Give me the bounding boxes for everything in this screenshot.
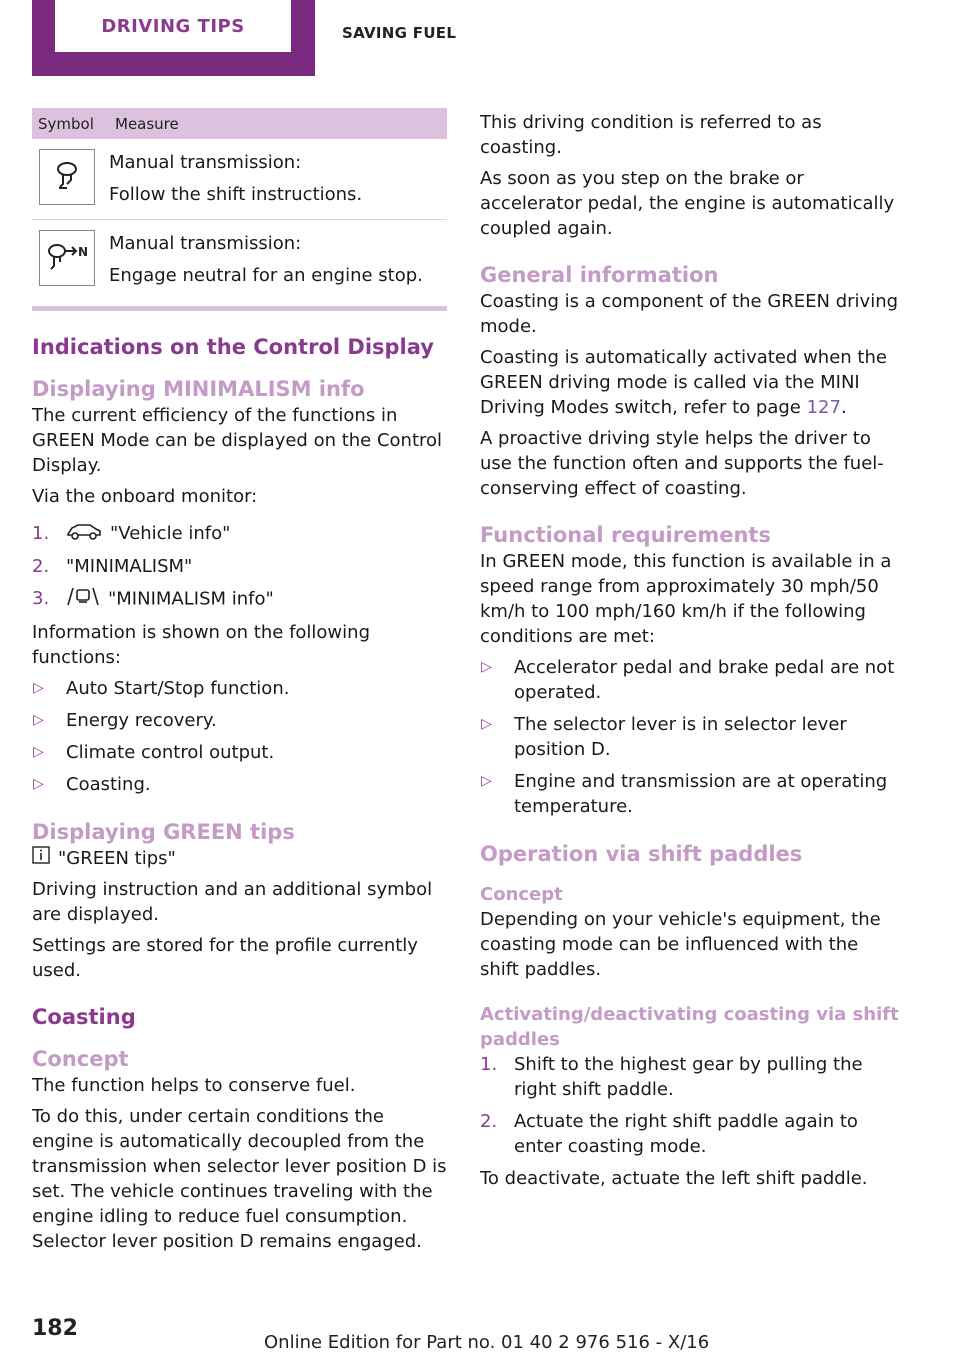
- conditions-list: [480, 655, 900, 819]
- paragraph: This driving condition is referred to as coasting.: [480, 112, 822, 158]
- section-label: SAVING FUEL: [342, 24, 457, 42]
- paragraph: Driving instruction and an additional symbol are displayed.: [32, 879, 433, 925]
- heading-coasting: Coasting: [32, 1005, 136, 1029]
- page-header: [0, 0, 960, 80]
- heading-general-info: General information: [480, 263, 719, 287]
- list-item: 2. Actuate the right shift paddle again to enter coasting mode.: [480, 1111, 858, 1157]
- row-line-1: Manual transmission:: [109, 233, 302, 254]
- chapter-tab-label: DRIVING TIPS: [55, 0, 291, 52]
- paragraph: [32, 846, 447, 872]
- step-text: "MINIMALISM": [66, 555, 193, 577]
- paragraph: Via the onboard monitor:: [32, 486, 258, 507]
- step-number: 2.: [32, 555, 50, 577]
- list-item: ▷ Climate control output.: [33, 741, 275, 763]
- col-symbol-header: Symbol: [32, 108, 109, 139]
- steps-list: [32, 521, 447, 613]
- paragraph: In GREEN mode, this function is available in a speed range from approximately 30 mph/50 km/h to 100 mph/160 km/h if the following conditions are met:: [480, 551, 892, 647]
- svg-text:N: N: [78, 245, 89, 259]
- list-item: ▷ Energy recovery.: [33, 709, 217, 731]
- paragraph: Settings are stored for the profile currently used.: [32, 935, 418, 981]
- heading-concept: Concept: [480, 884, 563, 905]
- step-number: 1.: [32, 523, 50, 544]
- list-item: ▷ The selector lever is in selector lever position D.: [481, 714, 847, 760]
- paragraph: The function helps to conserve fuel.: [32, 1075, 356, 1096]
- heading-activating: Activating/deactivating coasting via shift paddles: [480, 1004, 899, 1050]
- row-line-2: Engage neutral for an engine stop.: [109, 265, 423, 286]
- list-item: [32, 554, 447, 579]
- heading-green-tips: Displaying GREEN tips: [32, 819, 295, 844]
- left-column: [32, 108, 447, 1260]
- gear-neutral-icon: [39, 230, 95, 286]
- paragraph: Information is shown on the following functions:: [32, 621, 370, 668]
- page-link[interactable]: 127: [806, 397, 841, 418]
- car-icon: [66, 522, 102, 547]
- list-item: ▷ Engine and transmission are at operating temperature.: [481, 771, 888, 817]
- paragraph: To deactivate, actuate the left shift paddle.: [480, 1168, 868, 1189]
- col-measure-header: Measure: [109, 108, 447, 139]
- functions-list: [32, 676, 447, 797]
- step-number: 3.: [32, 587, 50, 609]
- list-item: ▷ Coasting.: [33, 773, 151, 795]
- list-item: [32, 521, 447, 547]
- heading-minimalism: Displaying MINIMALISM info: [32, 377, 365, 401]
- symbol-table: [32, 108, 447, 300]
- paragraph: To do this, under certain conditions the engine is automatically decoupled from the transmission when selector lever position D is set. The vehicle continues traveling with the engine idling to reduce fuel consumption. Selector lever position D remains engaged.: [32, 1106, 447, 1252]
- list-item: [32, 586, 447, 613]
- info-icon: [32, 846, 50, 871]
- heading-shift-paddles: Operation via shift paddles: [480, 842, 803, 866]
- heading-functional-requirements: Functional requirements: [480, 523, 771, 547]
- list-item: ▷ Accelerator pedal and brake pedal are not operated.: [481, 657, 895, 703]
- list-item: ▷ Auto Start/Stop function.: [33, 677, 290, 699]
- right-column: [480, 110, 900, 1197]
- step-text: "MINIMALISM info": [108, 588, 274, 609]
- paragraph: Coasting is automatically activated when the GREEN driving mode is called via the MINI Driving Modes switch, refer to page 127.: [480, 347, 887, 418]
- row-line-1: Manual transmission:: [109, 152, 302, 173]
- paragraph: The current efficiency of the functions in GREEN Mode can be displayed on the Control Display.: [32, 405, 443, 476]
- paragraph: As soon as you step on the brake or accelerator pedal, the engine is automatically coupled again.: [480, 168, 895, 239]
- heading-indications: Indications on the Control Display: [32, 335, 434, 359]
- paragraph: A proactive driving style helps the driver to use the function often and supports the fuel-conserving effect of coasting.: [480, 428, 884, 499]
- symbol-table-header: [32, 108, 447, 139]
- table-row: [32, 220, 447, 301]
- paragraph: Coasting is a component of the GREEN driving mode.: [480, 291, 899, 337]
- gear-shift-icon: [39, 149, 95, 205]
- table-row: [32, 139, 447, 220]
- minimalism-icon: [66, 586, 100, 613]
- paragraph: Depending on your vehicle's equipment, the coasting mode can be influenced with the shift paddles.: [480, 909, 881, 980]
- row-line-2: Follow the shift instructions.: [109, 184, 363, 205]
- step-text: "Vehicle info": [110, 523, 231, 544]
- list-item: 1. Shift to the highest gear by pulling the right shift paddle.: [480, 1054, 863, 1100]
- footer-edition: Online Edition for Part no. 01 40 2 976 516 - X/16: [264, 1332, 710, 1353]
- heading-concept: Concept: [32, 1047, 129, 1071]
- green-tips-item: "GREEN tips": [58, 847, 176, 869]
- page-number: 182: [32, 1316, 78, 1341]
- steps-list: [480, 1052, 900, 1159]
